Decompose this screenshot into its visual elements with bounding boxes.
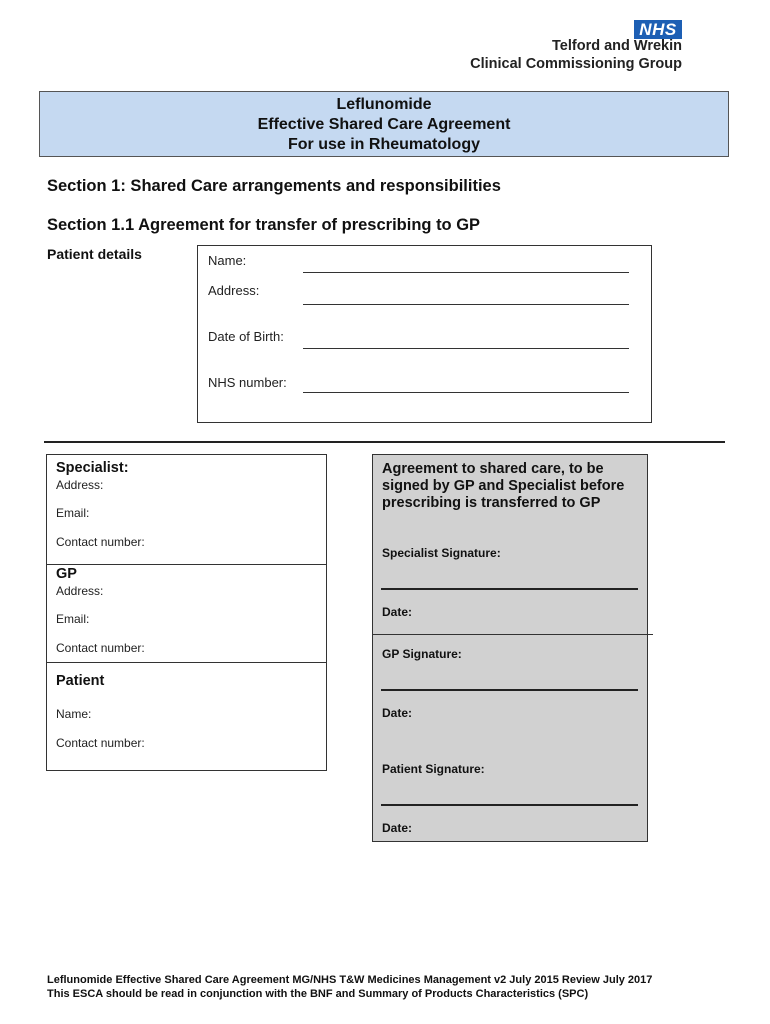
- pd-address-field[interactable]: [303, 304, 629, 305]
- patient-date-label: Date:: [382, 821, 413, 835]
- pd-dob-field[interactable]: [303, 348, 629, 349]
- section-1-1-heading: Section 1.1 Agreement for transfer of prescribing to GP: [47, 216, 481, 234]
- patient-contact-label: Contact number:: [56, 736, 145, 750]
- org-name-line1: Telford and Wrekin: [552, 38, 682, 54]
- contacts-box: [46, 454, 327, 771]
- gp-email-label: Email:: [56, 612, 90, 626]
- title-line1: Leflunomide: [336, 96, 432, 113]
- pd-nhs-number-label: NHS number:: [208, 375, 287, 390]
- patient-details-label: Patient details: [47, 246, 142, 262]
- patient-name-label: Name:: [56, 707, 92, 721]
- agreement-heading: Agreement to shared care, to be signed by GP and Specialist before prescribing is transferred to GP: [382, 461, 625, 511]
- patient-heading: Patient: [56, 673, 105, 689]
- specialist-email-label: Email:: [56, 506, 90, 520]
- nhs-logo: NHS: [634, 20, 682, 39]
- gp-signature-field[interactable]: [381, 689, 638, 691]
- pd-address-label: Address:: [208, 283, 260, 298]
- org-name-line2: Clinical Commissioning Group: [470, 56, 682, 72]
- section-divider: [44, 441, 725, 443]
- footer-line1: Leflunomide Effective Shared Care Agreement MG/NHS T&W Medicines Management v2 July 2015 Review July 2017: [47, 974, 653, 986]
- specialist-date-label: Date:: [382, 605, 413, 619]
- footer: [47, 973, 652, 1001]
- contacts-divider-gp: [47, 564, 326, 565]
- specialist-contact-label: Contact number:: [56, 535, 145, 549]
- specialist-heading: Specialist:: [56, 460, 129, 476]
- gp-signature-label: GP Signature:: [382, 647, 462, 661]
- patient-signature-field[interactable]: [381, 804, 638, 806]
- gp-heading: GP: [56, 566, 77, 582]
- document-title-box: [39, 91, 729, 157]
- pd-name-field[interactable]: [303, 272, 629, 273]
- section-1-heading: Section 1: Shared Care arrangements and responsibilities: [47, 177, 501, 195]
- specialist-address-label: Address:: [56, 478, 104, 492]
- gp-address-label: Address:: [56, 584, 104, 598]
- specialist-signature-field[interactable]: [381, 588, 638, 590]
- pd-name-label: Name:: [208, 253, 247, 268]
- agreement-box: [372, 454, 648, 842]
- footer-line2: This ESCA should be read in conjunction with the BNF and Summary of Products Characteristics (SPC): [47, 988, 589, 1000]
- pd-nhs-number-field[interactable]: [303, 392, 629, 393]
- pd-dob-label: Date of Birth:: [208, 329, 284, 344]
- agreement-divider: [372, 634, 653, 635]
- contacts-divider-patient: [47, 662, 326, 663]
- title-line3: For use in Rheumatology: [287, 136, 480, 153]
- gp-date-label: Date:: [382, 706, 413, 720]
- patient-signature-label: Patient Signature:: [382, 762, 485, 776]
- title-line2: Effective Shared Care Agreement: [257, 116, 511, 133]
- gp-contact-label: Contact number:: [56, 641, 145, 655]
- patient-details-box: [197, 245, 652, 423]
- specialist-signature-label: Specialist Signature:: [382, 546, 501, 560]
